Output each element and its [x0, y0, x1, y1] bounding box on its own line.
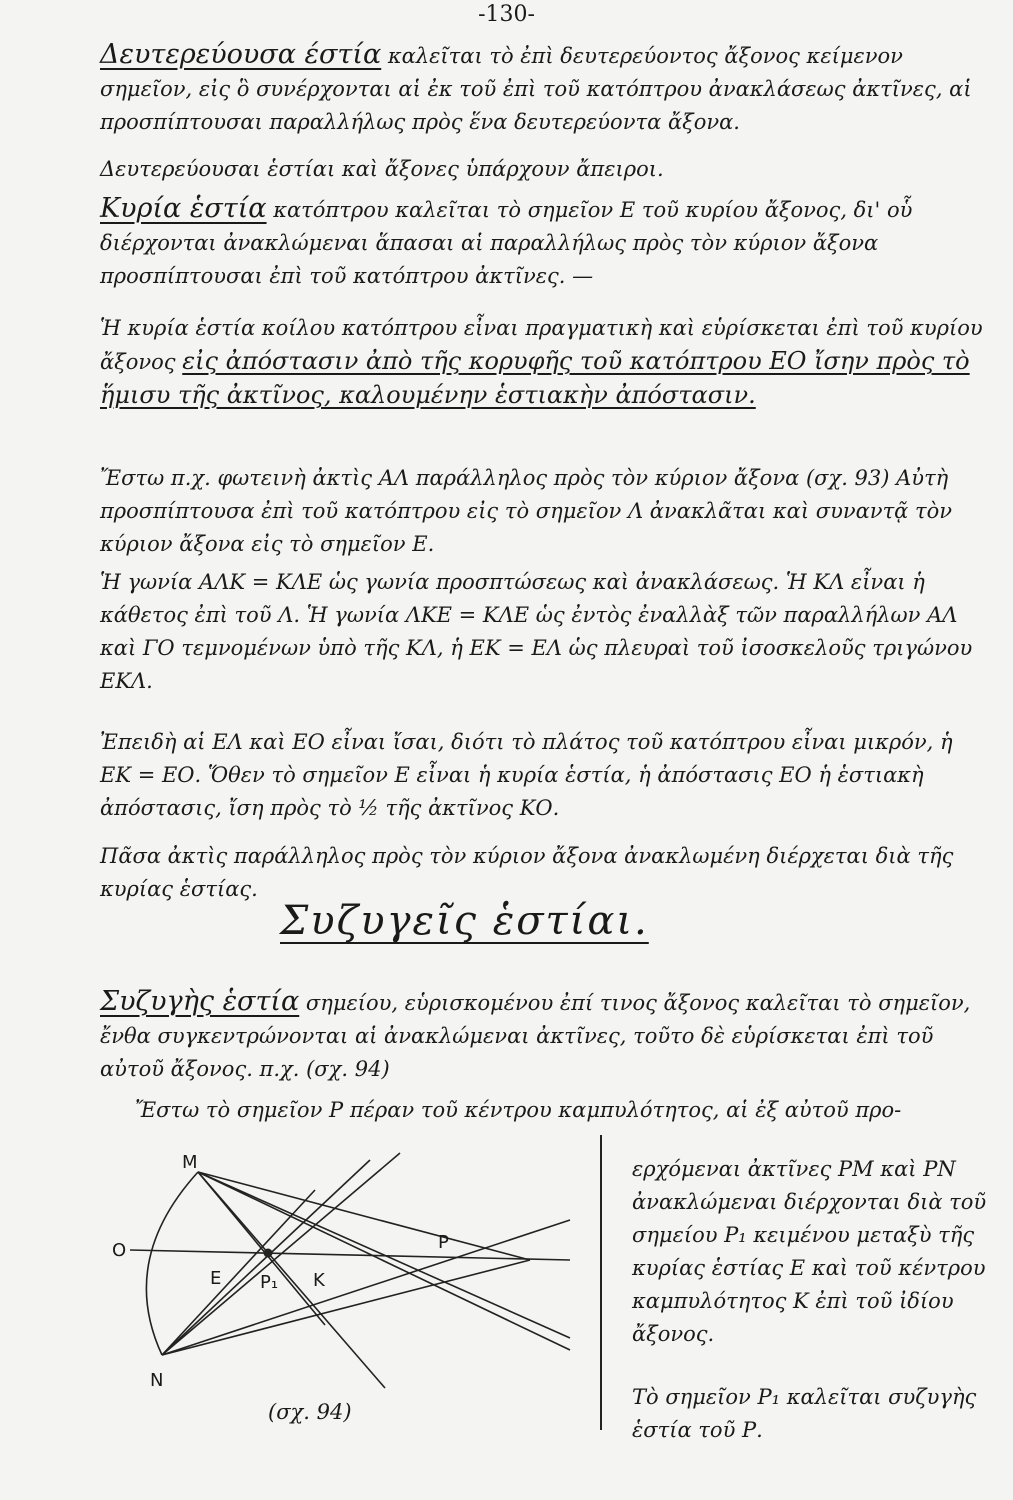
section-heading: Συζυγεῖς ἑστίαι.: [280, 898, 649, 944]
label-m: M: [182, 1152, 198, 1173]
term-principal-focus: Κυρία ἑστία: [100, 193, 267, 224]
term-secondary-focus: Δευτερεύουσα έστία: [100, 39, 382, 70]
paragraph-example-ray: Ἔστω π.χ. φωτεινὴ ἀκτὶς ΑΛ παράλληλος πρὸς τὸν κύριον ἄξονα (σχ. 93) Αὐτὴ προσπίπτουσα ἐπὶ τοῦ κατόπτρου εἰς τὸ σημεῖον Λ ἀνακλᾶται καὶ συναντᾷ τὸν κύριον ἄξονα εἰς τὸ σημεῖον Ε.: [100, 466, 953, 556]
figure-caption: (σχ. 94): [268, 1400, 352, 1424]
page-number: -130-: [478, 2, 535, 27]
paragraph-conjugate-definition: Τὸ σημεῖον Ρ₁ καλεῖται συζυγὴς ἑστία τοῦ Ρ.: [632, 1385, 977, 1442]
label-o: O: [112, 1240, 127, 1261]
paragraph-principal-focus: Κυρία ἑστία κατόπτρου καλεῖται τὸ σημεῖον Ε τοῦ κυρίου ἄξονος, δι' οὗ διέρχονται ἀνακλώμεναι ἅπασαι αἱ παραλλήλως πρὸς τὸν κύριον ἄξονα προσπίπτουσαι ἐπὶ τοῦ κατόπτρου ἀκτῖνες. —: [100, 193, 913, 288]
line-m-extension: [198, 1172, 570, 1350]
label-p: P: [438, 1232, 449, 1253]
label-e: E: [210, 1268, 222, 1289]
principal-axis: [130, 1250, 570, 1260]
line-n-extension: [162, 1220, 570, 1355]
label-n: N: [150, 1370, 164, 1391]
paragraph-secondary-focus: Δευτερεύουσα έστία καλεῖται τὸ ἐπὶ δευτερεύοντος ἄξονος κείμενον σημεῖον, εἰς ὃ συνέρχονται αἱ ἐκ τοῦ ἐπὶ τοῦ κατόπτρου ἀνακλάσεως ἀκτῖνες, αἱ προσπίπτουσαι παραλλήλως πρὸς ἕνα δευτερεύοντα ἄξονα.: [100, 39, 972, 134]
paragraph-conclusion: Πᾶσα ἀκτὶς παράλληλος πρὸς τὸν κύριον ἄξονα ἀνακλωμένη διέρχεται διὰ τῆς κυρίας ἑστίας.: [100, 844, 954, 901]
label-p1: P₁: [260, 1272, 279, 1293]
paragraph-focus-position: Ἡ κυρία ἑστία κοίλου κατόπτρου εἶναι πραγματικὴ καὶ εὑρίσκεται ἐπὶ τοῦ κυρίου ἄξονος εἰς ἀπόστασιν ἀπὸ τῆς κορυφῆς τοῦ κατόπτρου ΕΟ ἴσην πρὸς τὸ ἥμισυ τῆς ἀκτῖνος, καλουμένην ἑστιακὴν ἀπόστασιν.: [100, 316, 983, 409]
figure-94-diagram: [100, 1150, 590, 1400]
paragraph-infinite-foci: Δευτερεύουσαι ἑστίαι καὶ ἄξονες ὑπάρχουν ἄπειροι.: [100, 157, 664, 181]
emphasized-statement: εἰς ἀπόστασιν ἀπὸ τῆς κορυφῆς τοῦ κατόπτρου ΕΟ ἴσην πρὸς τὸ ἥμισυ τῆς ἀκτῖνος, καλουμένην ἑστιακὴν ἀπόστασιν.: [100, 347, 970, 409]
paragraph-conjugate-focus: Συζυγὴς ἑστία σημείου, εὑρισκομένου ἐπί τινος ἄξονος καλεῖται τὸ σημεῖον, ἔνθα συγκεντρώνονται αἱ ἀνακλώμεναι ἀκτῖνες, τοῦτο δὲ εὑρίσκεται ἐπὶ τοῦ αὐτοῦ ἄξονος. π.χ. (σχ. 94): [100, 986, 971, 1081]
point-p1-dot: [264, 1249, 273, 1258]
term-conjugate-focus: Συζυγὴς ἑστία: [100, 986, 300, 1017]
paragraph-example-point: Ἔστω τὸ σημεῖον Ρ πέραν τοῦ κέντρου καμπυλότητος, αἱ ἐξ αὐτοῦ προ-: [135, 1098, 902, 1122]
paragraph-reflected-rays: ερχόμεναι ἀκτῖνες ΡΜ καὶ ΡΝ ἀνακλώμεναι διέρχονται διὰ τοῦ σημείου Ρ₁ κειμένου μεταξὺ τῆς κυρίας ἑστίας Ε καὶ τοῦ κέντρου καμπυλότητος Κ ἐπὶ τοῦ ἰδίου ἄξονος.: [632, 1157, 987, 1346]
line-m-steep: [198, 1172, 385, 1388]
paragraph-focal-distance: Ἐπειδὴ αἱ ΕΛ καὶ ΕΟ εἶναι ἴσαι, διότι τὸ πλάτος τοῦ κατόπτρου εἶναι μικρόν, ἡ ΕΚ = ΕΟ. Ὅθεν τὸ σημεῖον Ε εἶναι ἡ κυρία ἑστία, ἡ ἀπόστασις ΕΟ ἡ ἑστιακὴ ἀπόστασις, ἴση πρὸς τὸ ½ τῆς ἀκτῖνος ΚΟ.: [100, 730, 953, 820]
label-k: K: [313, 1270, 325, 1291]
paragraph-angles: Ἡ γωνία ΑΛΚ = ΚΛΕ ὡς γωνία προσπτώσεως καὶ ἀνακλάσεως. Ἡ ΚΛ εἶναι ἡ κάθετος ἐπὶ τοῦ Λ. Ἡ γωνία ΛΚΕ = ΚΛΕ ὡς ἐντὸς ἐναλλὰξ τῶν παραλλήλων ΑΛ καὶ ΓΟ τεμνομένων ὑπὸ τῆς ΚΛ, ἡ ΕΚ = ΕΛ ὡς πλευραὶ τοῦ ἰσοσκελοῦς τριγώνου ΕΚΛ.: [100, 570, 973, 693]
column-divider: [600, 1135, 602, 1430]
